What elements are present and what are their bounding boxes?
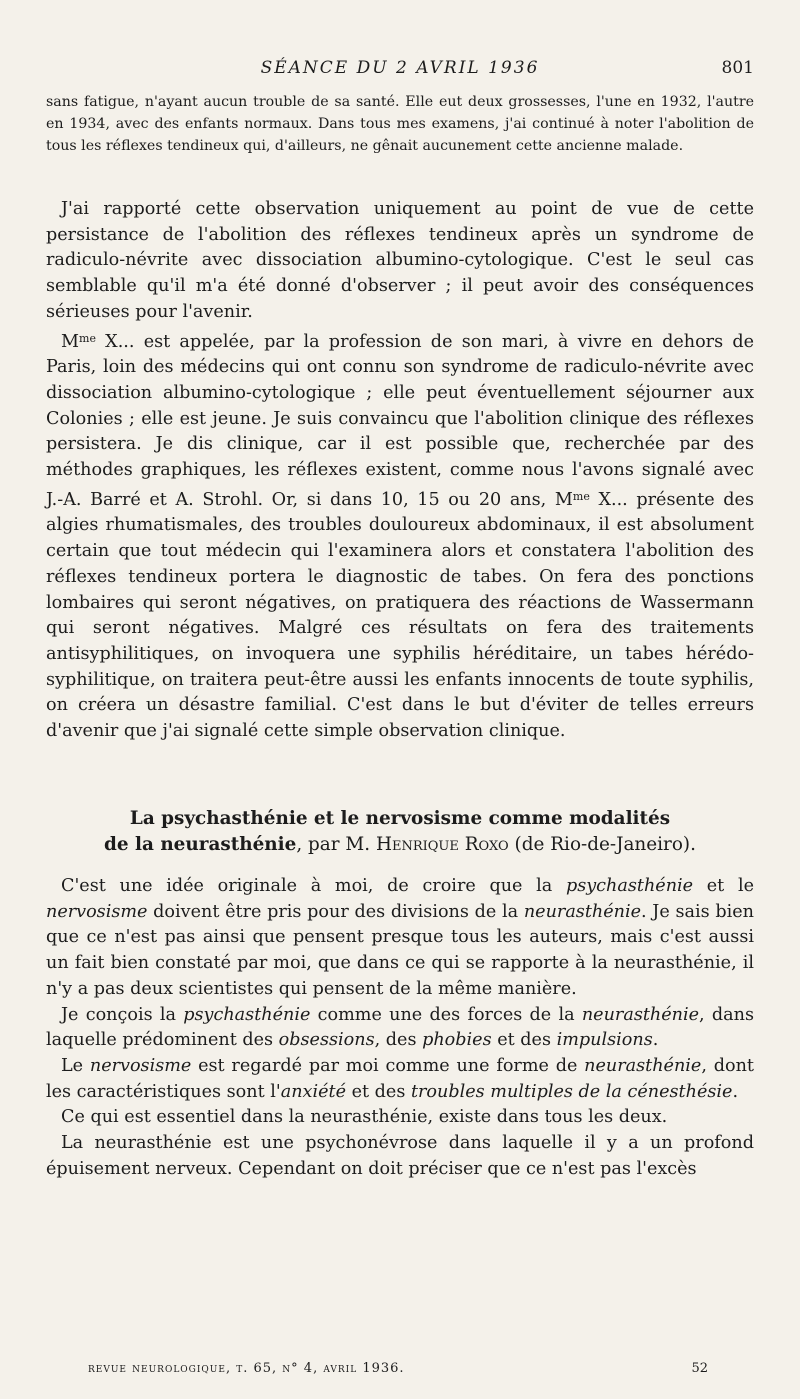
signature-number: 52 <box>691 1361 708 1376</box>
paragraph: Le nervosisme est regardé par moi comme une forme de neurasthénie, dont les caractéristiques sont l'anxiété et des troubles multiples de la cénesthésie. <box>46 1055 754 1102</box>
running-title: SÉANCE DU 2 AVRIL 1936 <box>260 58 540 78</box>
heading-line-1: La psychasthénie et le nervosisme comme modalités <box>129 808 671 829</box>
page-footer <box>46 1361 754 1383</box>
heading-line-2: de la neurasthénie, par M. Henrique Roxo (de Rio-de-Janeiro). <box>104 834 696 855</box>
paragraph: Je conçois la psychasthénie comme une des forces de la neurasthénie, dans laquelle prédominent des obsessions, des phobies et des impulsions. <box>46 1004 754 1051</box>
observation-section <box>46 197 754 745</box>
article-body <box>46 874 754 1182</box>
paragraph: J'ai rapporté cette observation uniquement au point de vue de cette persistance de l'abolition des réflexes tendineux après un syndrome de radiculo-névrite avec dissociation albumino-cytologique. C'est le seul cas semblable qu'il m'a été donné d'observer ; il peut avoir des conséquences sérieuses pour l'avenir. <box>46 199 754 322</box>
page-number: 801 <box>721 58 754 78</box>
article-heading <box>46 806 754 858</box>
author-name: Henrique Roxo <box>375 834 509 855</box>
paragraph: C'est une idée originale à moi, de croire que la psychasthénie et le nervosisme doivent être pris pour des divisions de la neurasthénie. Je sais bien que ce n'est pas ainsi que pensent presque tous les auteurs, mais c'est aussi un fait bien constaté par moi, que dans ce qui se rapporte à la neurasthénie, il n'y a pas deux scientistes qui pensent de la même manière. <box>46 876 754 999</box>
running-header <box>46 58 754 82</box>
paragraph: Ce qui est essentiel dans la neurasthénie, existe dans tous les deux. <box>61 1107 668 1128</box>
continuation-paragraph: sans fatigue, n'ayant aucun trouble de sa santé. Elle eut deux grossesses, l'une en 1932, l'autre en 1934, avec des enfants normaux. Dans tous mes examens, j'ai continué à noter l'abolition de tous les réflexes tendineux qui, d'ailleurs, ne gênait aucunement cette ancienne malade. <box>46 94 754 154</box>
paragraph: $M^{me}$ X... est appelée, par la profession de son mari, à vivre en dehors de Paris, loin des médecins qui ont connu son syndrome de radiculo-névrite avec dissociation albumino-cytologique ; elle peut éventuellement séjourner aux Colonies ; elle est jeune. Je suis convaincu que l'abolition clinique des réflexes persistera. Je dis clinique, car il est possible que, recherchée par des méthodes graphiques, les réflexes existent, comme nous l'avons signalé avec J.-A. Barré et A. Strohl. Or, si dans 10, 15 ou 20 ans, $M^{me}$ X... présente des algies rhumatismales, des troubles douloureux abdominaux, il est absolument certain que tout médecin qui l'examinera alors et constatera l'abolition des réflexes tendineux portera le diagnostic de tabes. On fera des ponctions lombaires qui seront négatives, on pratiquera des réactions de Wassermann qui seront négatives. Malgré ces résultats on fera des traitements antisyphilitiques, on invoquera une syphilis héréditaire, un tabes hérédo-syphilitique, on traitera peut-être aussi les enfants innocents de toute syphilis, on créera un désastre familial. C'est dans le but d'éviter de telles erreurs d'avenir que j'ai signalé cette simple observation clinique. <box>46 331 755 742</box>
journal-reference: revue neurologique, t. 65, n° 4, avril 1936. <box>88 1361 405 1376</box>
paragraph: La neurasthénie est une psychonévrose dans laquelle il y a un profond épuisement nerveux. Cependant on doit préciser que ce n'est pas l'excès <box>46 1133 754 1179</box>
